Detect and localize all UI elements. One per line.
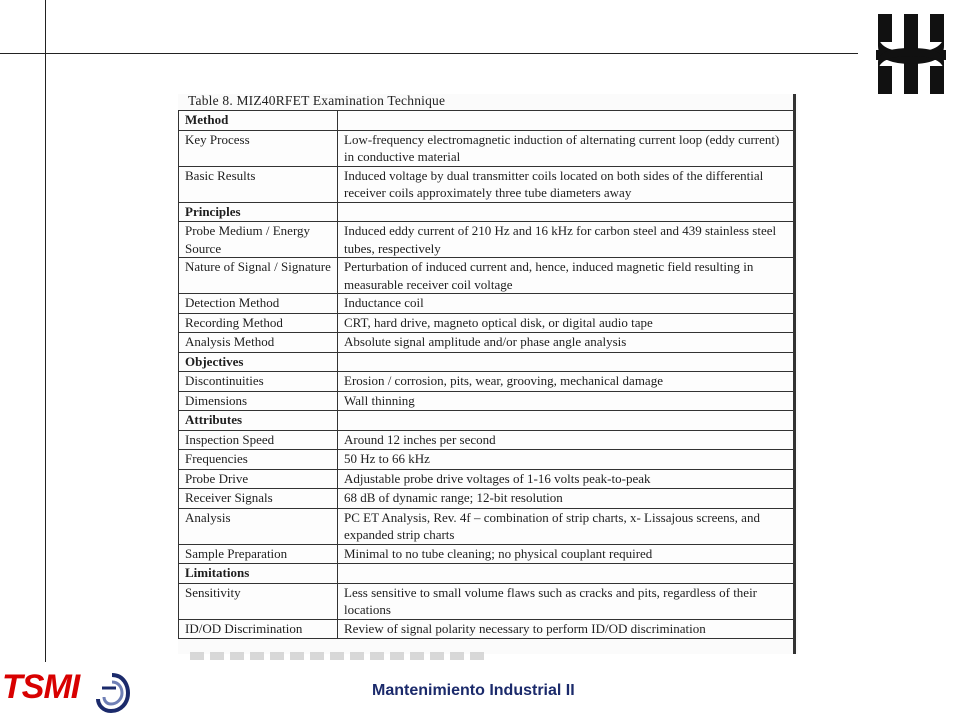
- row-label: Receiver Signals: [179, 489, 338, 509]
- row-description: Low-frequency electromagnetic induction of alternating current loop (eddy current) in conductive material: [338, 130, 796, 166]
- row-description: [338, 411, 796, 431]
- section-heading: Attributes: [179, 411, 338, 431]
- row-label: Analysis: [179, 508, 338, 544]
- table-row: [179, 469, 796, 489]
- row-description: Wall thinning: [338, 391, 796, 411]
- left-rule: [45, 0, 46, 662]
- row-label: Probe Medium / Energy Source: [179, 222, 338, 258]
- section-row: [179, 564, 796, 584]
- table-row: [179, 313, 796, 333]
- row-label: Sample Preparation: [179, 544, 338, 564]
- row-label: Discontinuities: [179, 372, 338, 392]
- table-row: [179, 222, 796, 258]
- row-description: 50 Hz to 66 kHz: [338, 450, 796, 470]
- table-row: [179, 583, 796, 619]
- table-row: [179, 450, 796, 470]
- row-description: [338, 111, 796, 131]
- table-row: [179, 372, 796, 392]
- faded-caption-remnant: [190, 652, 490, 660]
- row-description: Adjustable probe drive voltages of 1-16 volts peak-to-peak: [338, 469, 796, 489]
- row-label: Basic Results: [179, 166, 338, 202]
- table-row: [179, 489, 796, 509]
- section-heading: Method: [179, 111, 338, 131]
- row-label: Sensitivity: [179, 583, 338, 619]
- section-heading: Limitations: [179, 564, 338, 584]
- row-description: Perturbation of induced current and, hence, induced magnetic field resulting in measurable receiver coil voltage: [338, 258, 796, 294]
- row-label: Probe Drive: [179, 469, 338, 489]
- table-row: [179, 130, 796, 166]
- row-label: Dimensions: [179, 391, 338, 411]
- section-row: [179, 111, 796, 131]
- table-right-border: [793, 94, 796, 654]
- row-description: Inductance coil: [338, 294, 796, 314]
- row-description: Induced voltage by dual transmitter coils located on both sides of the differential receiver coils approximately three tube diameters away: [338, 166, 796, 202]
- table-row: [179, 508, 796, 544]
- swirl-logo-icon: [94, 672, 130, 714]
- utn-logo-icon: [876, 12, 946, 96]
- top-rule: [0, 53, 858, 54]
- row-description: 68 dB of dynamic range; 12-bit resolution: [338, 489, 796, 509]
- table-row: [179, 294, 796, 314]
- row-label: Key Process: [179, 130, 338, 166]
- section-row: [179, 202, 796, 222]
- row-description: [338, 564, 796, 584]
- examination-technique-table: [178, 110, 796, 639]
- row-description: Minimal to no tube cleaning; no physical couplant required: [338, 544, 796, 564]
- row-description: Absolute signal amplitude and/or phase angle analysis: [338, 333, 796, 353]
- row-label: Recording Method: [179, 313, 338, 333]
- row-description: [338, 352, 796, 372]
- row-description: Induced eddy current of 210 Hz and 16 kHz for carbon steel and 439 stainless steel tubes, respectively: [338, 222, 796, 258]
- row-label: Frequencies: [179, 450, 338, 470]
- table-row: [179, 166, 796, 202]
- row-label: Nature of Signal / Signature: [179, 258, 338, 294]
- table-row: [179, 258, 796, 294]
- section-heading: Objectives: [179, 352, 338, 372]
- row-description: Erosion / corrosion, pits, wear, grooving, mechanical damage: [338, 372, 796, 392]
- row-label: ID/OD Discrimination: [179, 619, 338, 639]
- row-description: PC ET Analysis, Rev. 4f – combination of strip charts, x- Lissajous screens, and expanded strip charts: [338, 508, 796, 544]
- row-label: Analysis Method: [179, 333, 338, 353]
- footer-title: Mantenimiento Industrial II: [372, 682, 575, 699]
- row-description: Around 12 inches per second: [338, 430, 796, 450]
- table-row: [179, 544, 796, 564]
- section-row: [179, 411, 796, 431]
- row-description: CRT, hard drive, magneto optical disk, or digital audio tape: [338, 313, 796, 333]
- section-row: [179, 352, 796, 372]
- tsmi-logo: TSMI: [2, 668, 80, 706]
- table-row: [179, 391, 796, 411]
- table-caption: Table 8. MIZ40RFET Examination Technique: [188, 93, 446, 108]
- table-row: [179, 619, 796, 639]
- row-label: Detection Method: [179, 294, 338, 314]
- table-row: [179, 430, 796, 450]
- section-heading: Principles: [179, 202, 338, 222]
- row-description: Review of signal polarity necessary to perform ID/OD discrimination: [338, 619, 796, 639]
- row-description: Less sensitive to small volume flaws such as cracks and pits, regardless of their locations: [338, 583, 796, 619]
- table-row: [179, 333, 796, 353]
- row-label: Inspection Speed: [179, 430, 338, 450]
- row-description: [338, 202, 796, 222]
